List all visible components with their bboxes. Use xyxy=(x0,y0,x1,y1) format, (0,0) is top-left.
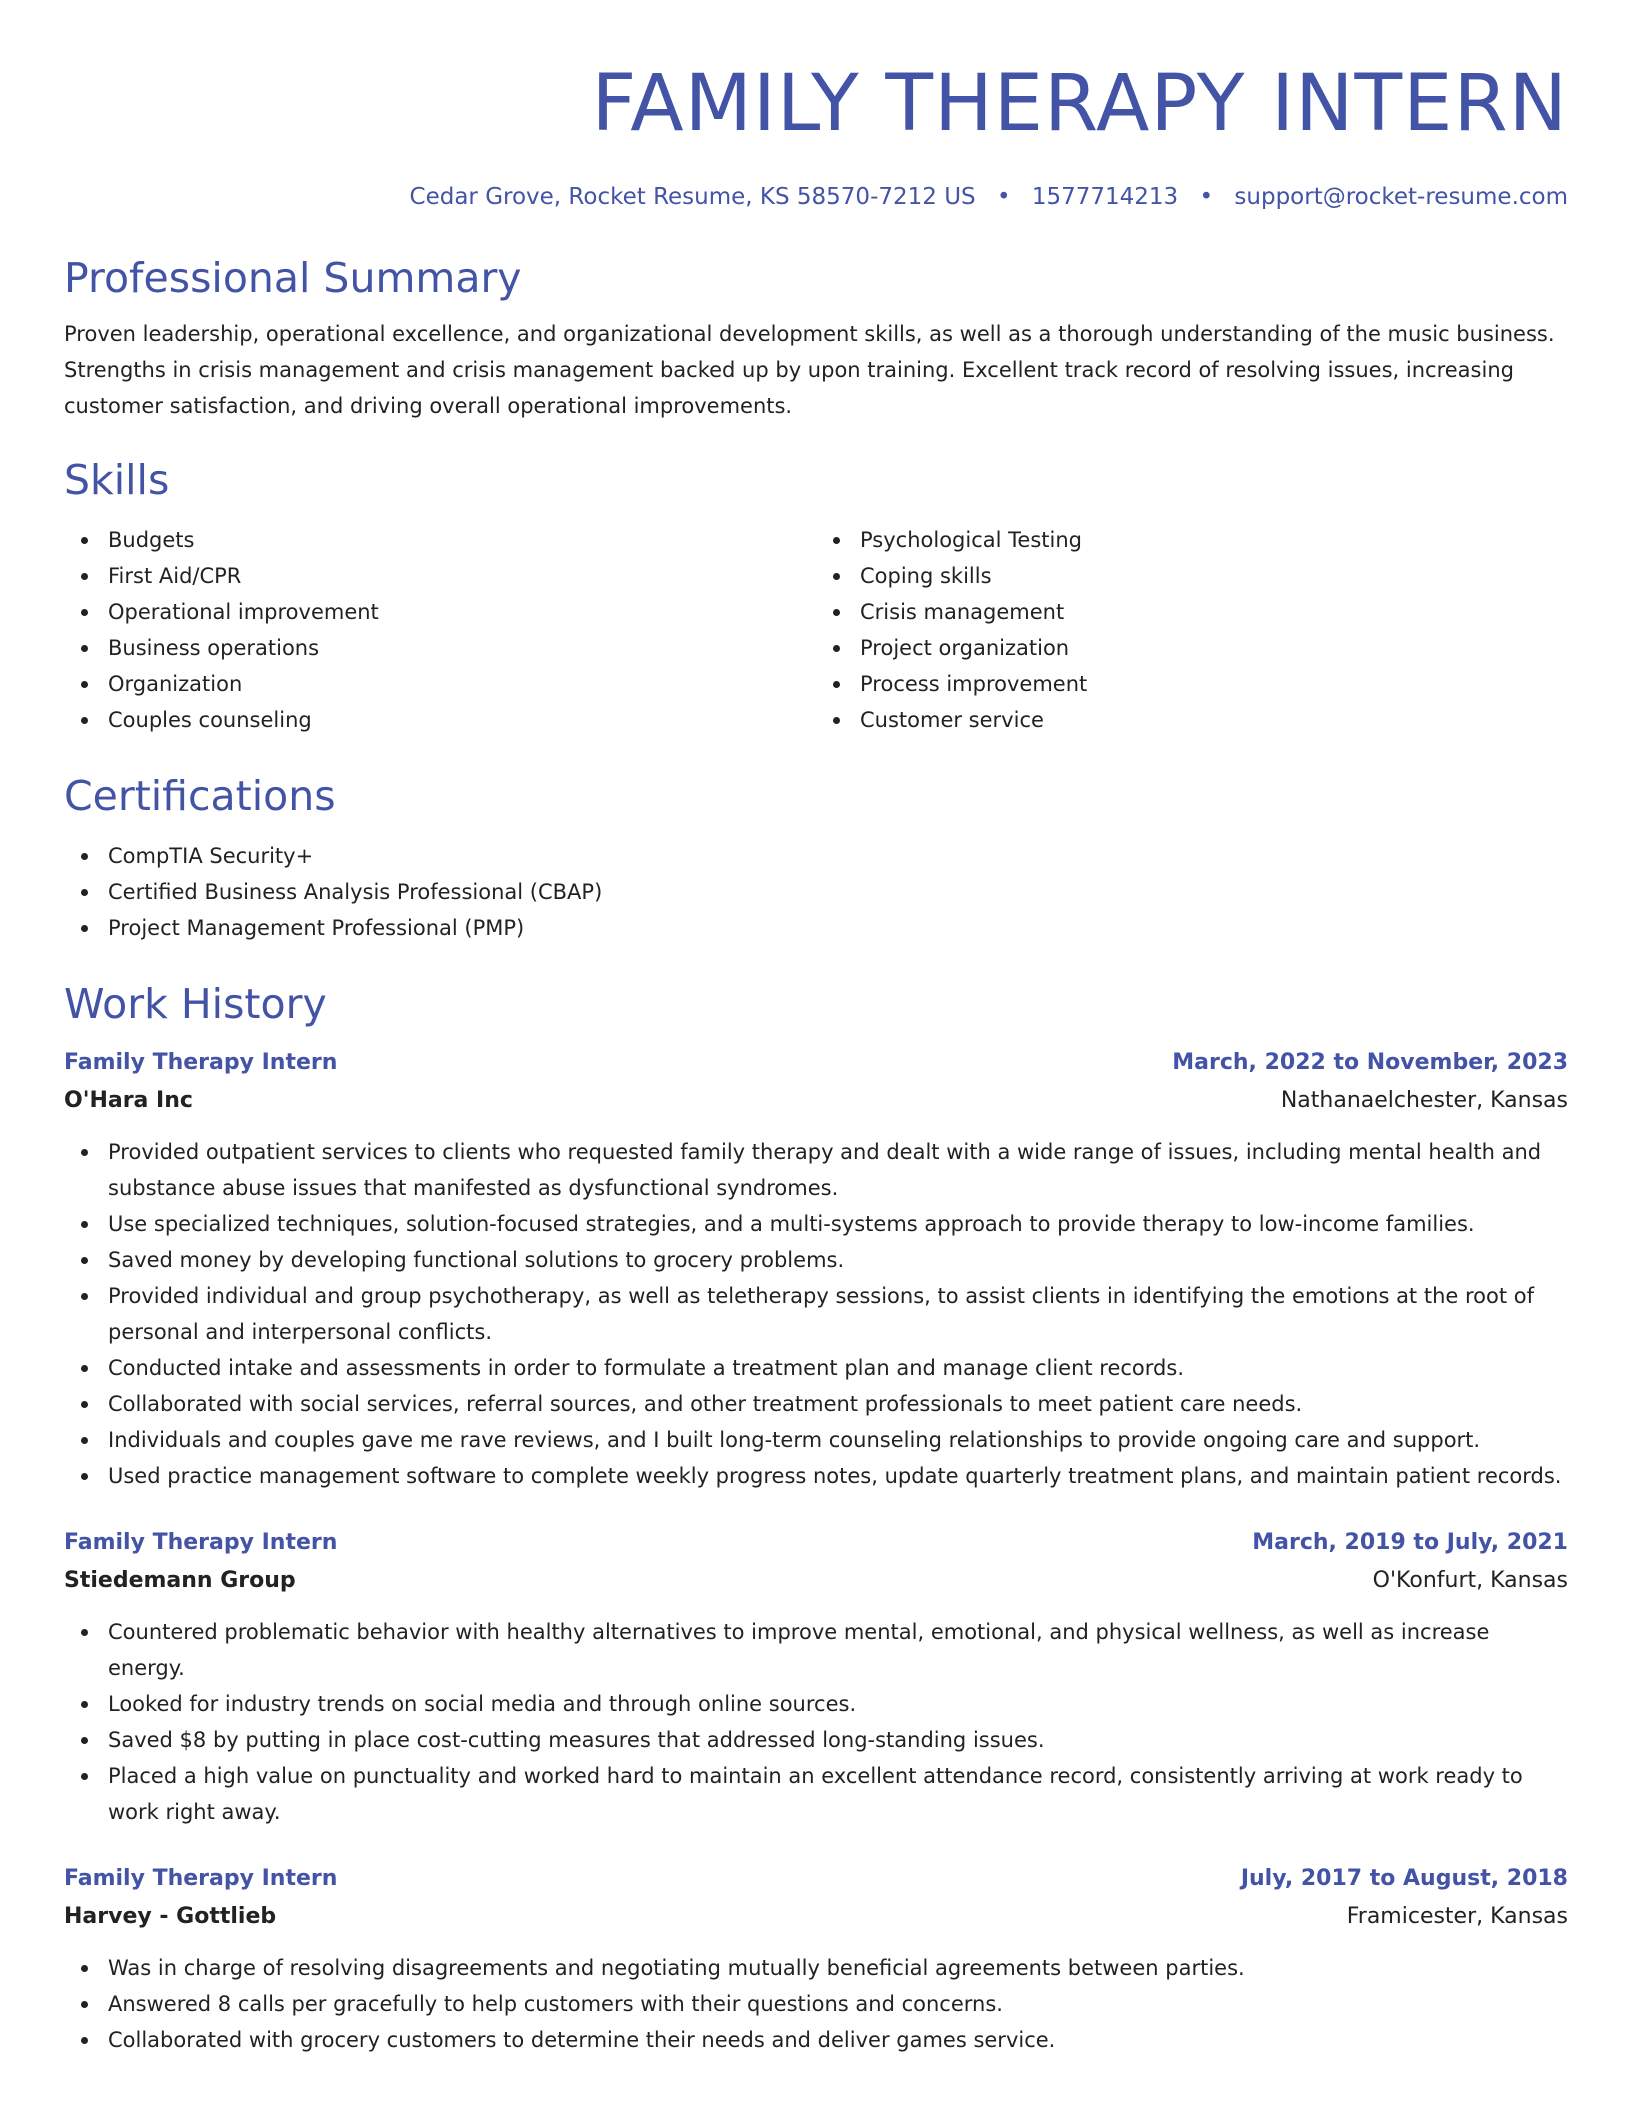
job-bullet: Provided individual and group psychotherapy, as well as teletherapy sessions, to assist clients in identifying the emotions at the root of personal and interpersonal conflicts. xyxy=(108,1278,1568,1350)
job-bullet: Placed a high value on punctuality and worked hard to maintain an excellent attendance record, consistently arriving at work ready to work right away. xyxy=(108,1758,1568,1830)
job-company: Stiedemann Group xyxy=(64,1568,296,1593)
skill-item: Psychological Testing xyxy=(860,522,1568,558)
resume-name: FAMILY THERAPY INTERN xyxy=(591,59,1568,149)
skill-item: Crisis management xyxy=(860,594,1568,630)
job-header-row xyxy=(64,1860,1568,1898)
skills-columns xyxy=(64,522,1568,738)
contact-email: support@rocket-resume.com xyxy=(1234,184,1568,210)
contact-address: Cedar Grove, Rocket Resume, KS 58570-7212 US xyxy=(409,184,976,210)
job-entry xyxy=(64,1044,1568,1494)
job-bullet: Collaborated with grocery customers to determine their needs and deliver games service. xyxy=(108,2022,1568,2058)
job-dates: March, 2022 to November, 2023 xyxy=(1172,1050,1568,1075)
job-bullet: Individuals and couples gave me rave reviews, and I built long-term counseling relationships to provide ongoing care and support. xyxy=(108,1422,1568,1458)
job-bullet: Saved $8 by putting in place cost-cutting measures that addressed long-standing issues. xyxy=(108,1722,1568,1758)
job-bullet: Collaborated with social services, referral sources, and other treatment professionals to meet patient care needs. xyxy=(108,1386,1568,1422)
job-entry xyxy=(64,1860,1568,2058)
job-entry xyxy=(64,1524,1568,1830)
job-bullet: Saved money by developing functional solutions to grocery problems. xyxy=(108,1242,1568,1278)
summary-heading: Professional Summary xyxy=(64,254,522,302)
job-bullet: Provided outpatient services to clients who requested family therapy and dealt with a wide range of issues, including mental health and substance abuse issues that manifested as dysfunctional syndromes. xyxy=(108,1134,1568,1206)
skill-item: Business operations xyxy=(108,630,816,666)
job-location: Framicester, Kansas xyxy=(1346,1904,1568,1929)
skill-item: Couples counseling xyxy=(108,702,816,738)
job-title: Family Therapy Intern xyxy=(64,1530,338,1555)
job-title: Family Therapy Intern xyxy=(64,1866,338,1891)
job-company-row xyxy=(64,1562,1568,1600)
job-location: O'Konfurt, Kansas xyxy=(1372,1568,1568,1593)
certifications-list xyxy=(64,838,1568,946)
contact-separator: • xyxy=(996,184,1011,210)
skills-list-right xyxy=(816,522,1568,738)
skill-item: Project organization xyxy=(860,630,1568,666)
contact-separator: • xyxy=(1199,184,1214,210)
job-dates: July, 2017 to August, 2018 xyxy=(1240,1866,1568,1891)
job-company: Harvey - Gottlieb xyxy=(64,1904,277,1929)
job-header-row xyxy=(64,1044,1568,1082)
certification-item: Certified Business Analysis Professional (CBAP) xyxy=(108,874,1568,910)
job-header-row xyxy=(64,1524,1568,1562)
skills-list-left xyxy=(64,522,816,738)
job-bullet: Conducted intake and assessments in order to formulate a treatment plan and manage client records. xyxy=(108,1350,1568,1386)
job-bullets xyxy=(64,1134,1568,1494)
job-bullets xyxy=(64,1614,1568,1830)
work-history-heading: Work History xyxy=(64,980,327,1028)
job-dates: March, 2019 to July, 2021 xyxy=(1252,1530,1568,1555)
job-company-row xyxy=(64,1082,1568,1120)
certifications-heading: Certifications xyxy=(64,772,336,820)
contact-line xyxy=(64,182,1568,212)
contact-phone: 1577714213 xyxy=(1031,184,1179,210)
job-company: O'Hara Inc xyxy=(64,1088,193,1113)
skill-item: Operational improvement xyxy=(108,594,816,630)
skill-item: First Aid/CPR xyxy=(108,558,816,594)
job-bullet: Used practice management software to complete weekly progress notes, update quarterly treatment plans, and maintain patient records. xyxy=(108,1458,1568,1494)
job-bullet: Answered 8 calls per gracefully to help customers with their questions and concerns. xyxy=(108,1986,1568,2022)
job-bullet: Looked for industry trends on social media and through online sources. xyxy=(108,1686,1568,1722)
certification-item: Project Management Professional (PMP) xyxy=(108,910,1568,946)
job-bullet: Use specialized techniques, solution-focused strategies, and a multi-systems approach to provide therapy to low-income families. xyxy=(108,1206,1568,1242)
job-company-row xyxy=(64,1898,1568,1936)
skill-item: Customer service xyxy=(860,702,1568,738)
skill-item: Coping skills xyxy=(860,558,1568,594)
job-bullet: Countered problematic behavior with healthy alternatives to improve mental, emotional, and physical wellness, as well as increase energy. xyxy=(108,1614,1568,1686)
skill-item: Process improvement xyxy=(860,666,1568,702)
summary-text: Proven leadership, operational excellence, and organizational development skills, as well as a thorough understanding of the music business. Strengths in crisis management and crisis management backed up by upon training. Excellent track record of resolving issues, increasing customer satisfaction, and driving overall operational improvements. xyxy=(64,322,1555,418)
skills-heading: Skills xyxy=(64,456,170,504)
skill-item: Budgets xyxy=(108,522,816,558)
job-title: Family Therapy Intern xyxy=(64,1050,338,1075)
certification-item: CompTIA Security+ xyxy=(108,838,1568,874)
job-bullets xyxy=(64,1950,1568,2058)
skill-item: Organization xyxy=(108,666,816,702)
job-bullet: Was in charge of resolving disagreements and negotiating mutually beneficial agreements between parties. xyxy=(108,1950,1568,1986)
job-location: Nathanaelchester, Kansas xyxy=(1280,1088,1568,1113)
